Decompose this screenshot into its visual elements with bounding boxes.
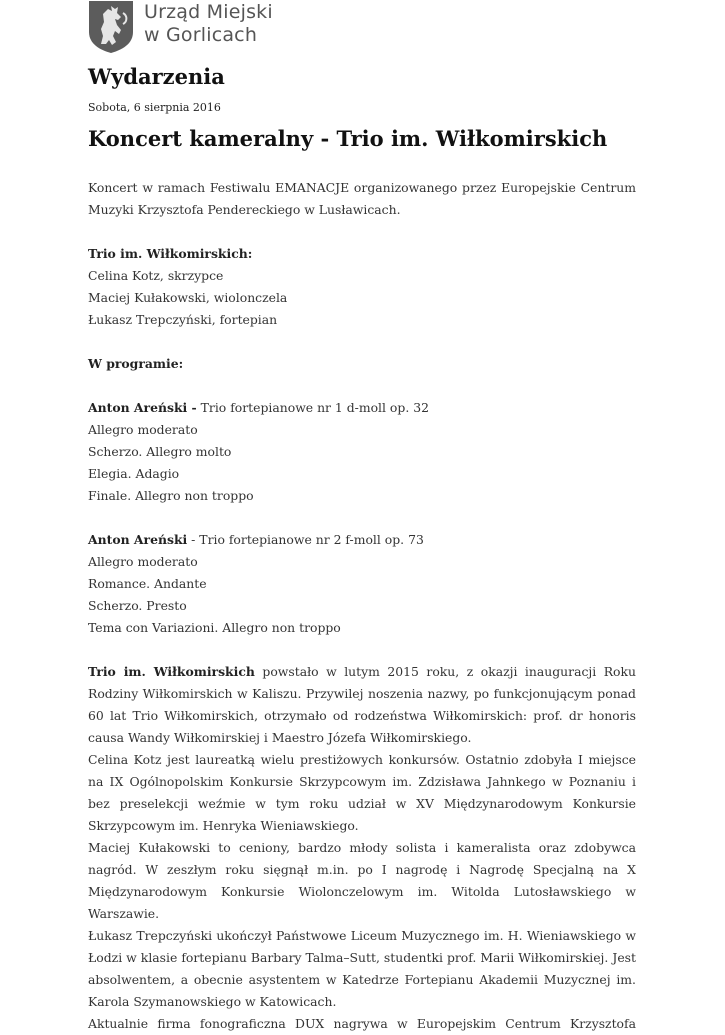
event-date: Sobota, 6 sierpnia 2016 xyxy=(88,101,221,114)
member-2: Maciej Kułakowski, wiolonczela xyxy=(88,290,288,305)
event-content xyxy=(88,177,636,1035)
coat-of-arms-icon[interactable] xyxy=(88,0,134,54)
member-1: Celina Kotz, skrzypce xyxy=(88,268,224,283)
movement: Allegro moderato xyxy=(88,554,198,569)
work: Trio fortepianowe nr 1 d-moll op. 32 xyxy=(196,400,429,415)
work: - Trio fortepianowe nr 2 f-moll op. 73 xyxy=(187,532,424,547)
movement: Tema con Variazioni. Allegro non troppo xyxy=(88,620,341,635)
intro-line-1: Koncert w ramach Festiwalu EMANACJE organizowanego przez Europejskie Centrum xyxy=(88,180,636,195)
movement: Finale. Allegro non troppo xyxy=(88,488,254,503)
movement: Romance. Andante xyxy=(88,576,207,591)
intro-line-2: Muzyki Krzysztofa Pendereckiego w Lusławicach. xyxy=(88,202,401,217)
movement: Scherzo. Allegro molto xyxy=(88,444,232,459)
bio-trepczynski: Łukasz Trepczyński ukończył Państwowe Liceum Muzycznego im. H. Wieniawskiego w Łodzi w klasie fortepianu Barbary Talma–Sutt, studentki prof. Marii Wiłkomirskiej. Jest absolwentem, a obecnie asystentem w Katedrze Fortepianu Akademii Muzycznej im. Karola Szymanowskiego w Katowicach. xyxy=(88,928,636,1009)
bio-trio: Trio im. Wiłkomirskich powstało w lutym 2015 roku, z okazji inauguracji Roku Rodziny Wiłkomirskich w Kaliszu. Przywilej noszenia nazwy, po funkcjonującym ponad 60 lat Trio Wiłkomirskich, otrzymało od rodzeństwa Wiłkomirskich: prof. dr honoris causa Wandy Wiłkomirskiej i Maestro Józefa Wiłkomirskiego. xyxy=(88,664,636,745)
site-name[interactable] xyxy=(144,1,273,47)
program-item-1 xyxy=(88,397,636,419)
bio-kulakowski: Maciej Kułakowski to ceniony, bardzo młody solista i kameralista oraz zdobywca nagród. W zeszłym roku sięgnął m.in. po I nagrodę i Nagrodę Specjalną na X Międzynarodowym Konkursie Wiolonczelowym im. Witolda Lutosławskiego w Warszawie. xyxy=(88,840,636,921)
section-title: Wydarzenia xyxy=(88,64,225,89)
program-heading: W programie: xyxy=(88,356,184,371)
site-name-line2: w Gorlicach xyxy=(144,24,258,46)
movement: Elegia. Adagio xyxy=(88,466,180,481)
bio-dux: Aktualnie firma fonograficzna DUX nagrywa w Europejskim Centrum Krzysztofa xyxy=(88,1016,636,1031)
movement: Allegro moderato xyxy=(88,422,198,437)
event-title: Koncert kameralny - Trio im. Wiłkomirskich xyxy=(88,126,608,151)
program-item-2 xyxy=(88,529,636,551)
composer: Anton Areński - xyxy=(88,400,197,415)
trio-heading: Trio im. Wiłkomirskich: xyxy=(88,246,253,261)
site-name-line1: Urząd Miejski xyxy=(144,1,273,23)
member-3: Łukasz Trepczyński, fortepian xyxy=(88,312,278,327)
movement: Scherzo. Presto xyxy=(88,598,187,613)
bio-kotz: Celina Kotz jest laureatką wielu prestiżowych konkursów. Ostatnio zdobyła I miejsce na IX Ogólnopolskim Konkursie Skrzypcowym im. Zdzisława Jahnkego w Poznaniu i bez preselekcji weźmie w tym roku udział w XV Międzynarodowym Konkursie Skrzypcowym im. Henryka Wieniawskiego. xyxy=(88,752,636,833)
composer: Anton Areński xyxy=(88,532,188,547)
site-header xyxy=(88,0,388,56)
